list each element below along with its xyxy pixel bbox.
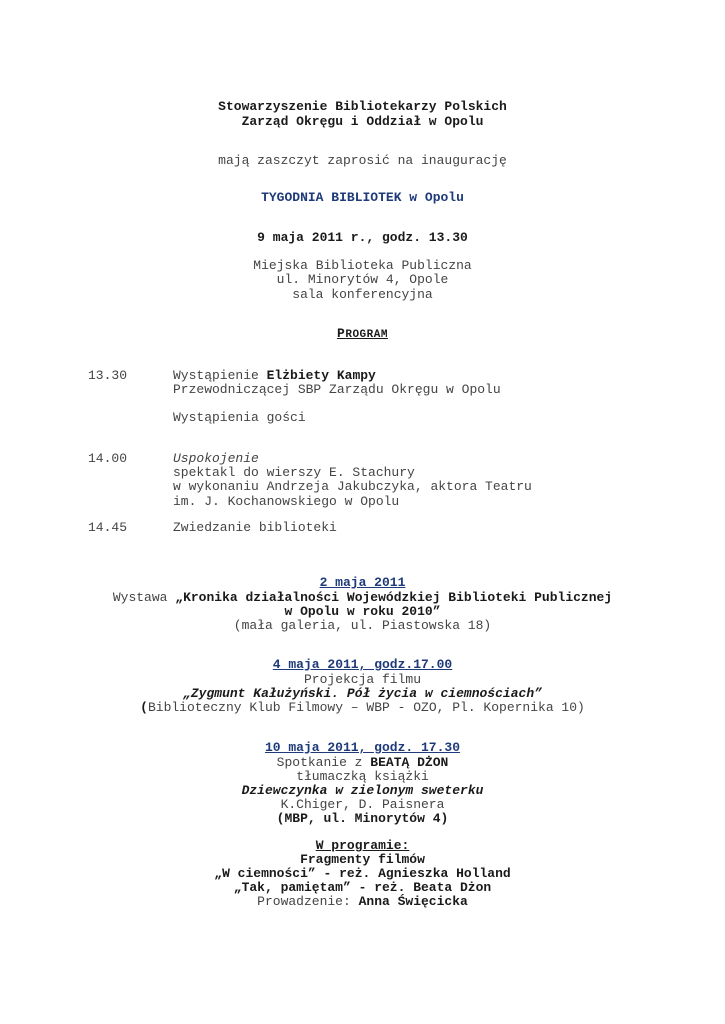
exhibition-line [0,590,725,605]
film-fragment-2: „Tak, pamiętam” - reż. Beata Dżon [233,880,492,895]
sub-program-heading-text: W programie: [315,838,410,853]
event-date-label: 10 maja 2011, godz. 17.30 [264,740,461,755]
event-date [0,657,725,672]
exhibition-prefix: Wystawa [112,590,176,605]
speaker-role: Przewodniczącej SBP Zarządu Okręgu w Opolu [173,382,501,397]
book-title: Dziewczynka w zielonym sweterku [241,783,484,798]
host-prefix: Prowadzenie: [257,894,359,909]
performance-desc: spektakl do wierszy E. Stachury [173,465,415,480]
film-fragments: Fragmenty filmów [300,852,425,867]
venue-address: ul. Minorytów 4, Opole [276,272,449,287]
exhibition-title-cont: w Opolu w roku 2010” [284,604,441,619]
screening-location [0,700,725,715]
program-time: 14.45 [88,520,128,535]
book-authors: K.Chiger, D. Paisnera [280,797,445,812]
guest-name: BEATĄ DŻON [370,755,449,770]
event-date-label: 4 maja 2011, godz.17.00 [272,657,453,672]
program-item-prefix: Wystąpienie [173,368,267,383]
performance-theatre: im. J. Kochanowskiego w Opolu [173,494,400,509]
host-line [0,894,725,909]
event-date-label: 2 maja 2011 [319,575,406,590]
event-date-time: 9 maja 2011 r., godz. 13.30 [257,230,468,245]
sub-program-heading [0,838,725,853]
exhibition-title: „Kronika działalności Wojewódzkiej Biblioteki Publicznej [175,590,613,605]
paren-open: ( [140,700,148,715]
program-time: 13.30 [88,368,128,383]
event-date [0,740,725,755]
speaker-name: Elżbiety Kampy [266,368,376,383]
film-fragment-1: „W ciemności” - reż. Agnieszka Holland [214,866,511,881]
meeting-prefix: Spotkanie z [276,755,371,770]
screening-location-text: Biblioteczny Klub Filmowy – WBP - OZO, Pl. Kopernika 10) [147,700,585,715]
program-time: 14.00 [88,451,128,466]
film-title: „Zygmunt Kałużyński. Pół życia w ciemnościach” [183,686,542,701]
performance-actor: w wykonaniu Andrzeja Jakubczyka, aktora Teatru [173,479,532,494]
meeting-line [0,755,725,770]
library-tour: Zwiedzanie biblioteki [173,520,337,535]
venue-name: Miejska Biblioteka Publiczna [253,258,472,273]
translator-label: tłumaczką książki [296,769,429,784]
exhibition-location: (mała galeria, ul. Piastowska 18) [233,618,492,633]
event-title: TYGODNIA BIBLIOTEK w Opolu [261,190,464,205]
org-name: Stowarzyszenie Bibliotekarzy Polskich [218,99,507,114]
program-heading-initial: P [337,326,346,341]
event-date [0,575,725,590]
program-item-title [173,368,376,383]
host-name: Anna Święcicka [358,894,468,909]
meeting-location: (MBP, ul. Minorytów 4) [276,811,449,826]
program-heading-rest: ROGRAM [345,329,388,341]
program-heading [0,326,725,343]
org-branch: Zarząd Okręgu i Oddział w Opolu [241,114,484,129]
screening-label: Projekcja filmu [303,672,422,687]
venue-room: sala konferencyjna [292,287,433,302]
invitation-text: mają zaszczyt zaprosić na inaugurację [218,153,507,168]
performance-title: Uspokojenie [173,451,259,466]
guest-speeches: Wystąpienia gości [173,410,306,425]
